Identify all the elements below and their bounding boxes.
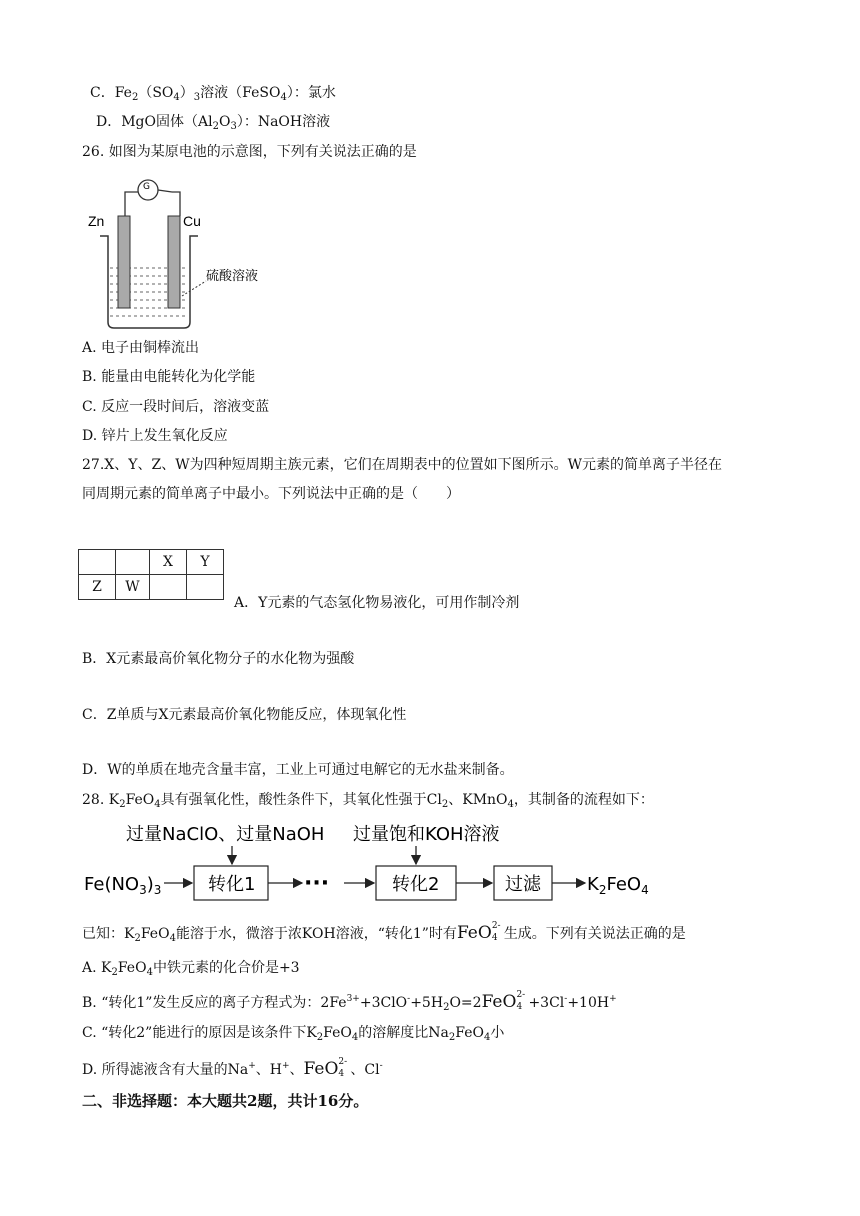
box-conversion-2: 转化2 — [392, 874, 440, 895]
reagent-1: 过量NaClO、过量NaOH — [126, 824, 325, 845]
q27-stem-line1: 27.X、Y、Z、W为四种短周期主族元素，它们在周期表中的位置如下图所示。W元素的简单离子半径在 — [82, 457, 722, 473]
solution-label: 硫酸溶液 — [206, 269, 259, 284]
svg-text:G: G — [143, 182, 150, 192]
zn-label: Zn — [88, 213, 105, 229]
q28-known: 已知：$K_2FeO_4$能溶于水，微溶于浓KOH溶液，“转化1”时有FeO 2- 4 生成。下列有关说法正确的是 — [82, 921, 686, 944]
periodic-table-fragment — [78, 549, 224, 600]
table-cell — [187, 575, 224, 600]
q26-stem: 26. 如图为某原电池的示意图，下列有关说法正确的是 — [82, 144, 417, 160]
section-heading-nonchoice: 二、非选择题：本大题共2题，共计16分。 — [82, 1092, 369, 1110]
q26-option-c: C. 反应一段时间后，溶液变蓝 — [82, 399, 270, 415]
table-cell: X — [150, 550, 187, 575]
q28-option-b: B. “转化1”发生反应的离子方程式为：$2Fe^{3+}+3ClO^-+5H_2O=2FeO$ 2- 4 +3Cl-+10H+ — [82, 990, 617, 1013]
q27-option-a: A．Y元素的气态氢化物易液化，可用作制冷剂 — [234, 595, 520, 611]
q26-option-b: B. 能量由电能转化为化学能 — [82, 369, 256, 385]
table-cell: W — [116, 575, 150, 600]
box-conversion-1: 转化1 — [208, 874, 256, 895]
galvanic-cell-diagram — [82, 176, 272, 336]
q27-option-d: D．W的单质在地壳含量丰富，工业上可通过电解它的无水盐来制备。 — [82, 762, 514, 778]
q27-option-c: C．Z单质与X元素最高价氧化物能反应，体现氧化性 — [82, 707, 407, 723]
cu-label: Cu — [183, 213, 201, 229]
table-cell: Y — [187, 550, 224, 575]
table-cell: Z — [79, 575, 116, 600]
product: $K_2FeO_4$ — [587, 874, 649, 897]
preparation-flowchart — [82, 818, 682, 908]
start-material: $Fe(NO_3)_3$ — [84, 874, 162, 897]
q28-option-d: D. 所得滤液含有大量的Na+、H+、FeO 2- 4 、Cl- — [82, 1057, 383, 1079]
table-cell — [150, 575, 187, 600]
q25-option-c: C．$Fe_2(SO_4)_3$溶液（FeSO$_4$）：氯水 — [90, 85, 336, 103]
q28-stem: 28. $K_2FeO_4$具有强氧化性，酸性条件下，其氧化性强于$Cl_2$、KMnO$_4$，其制备的流程如下： — [82, 792, 654, 810]
box-filtration: 过滤 — [505, 874, 541, 895]
q26-option-d: D. 锌片上发生氧化反应 — [82, 428, 228, 444]
q27-option-b: B．X元素最高价氧化物分子的水化物为强酸 — [82, 651, 355, 667]
table-cell — [116, 550, 150, 575]
q26-option-a: A. 电子由铜棒流出 — [82, 340, 200, 356]
q28-option-c: C. “转化2”能进行的原因是该条件下$K_2FeO_4$的溶解度比$Na_2FeO_4$小 — [82, 1025, 505, 1043]
q25-option-d: D．MgO固体$(Al_2O_3)$：NaOH溶液 — [96, 114, 331, 132]
flow-dots: ··· — [304, 871, 330, 896]
q28-option-a: A. $K_2FeO_4$中铁元素的化合价是+3 — [82, 960, 300, 978]
table-cell — [79, 550, 116, 575]
reagent-2: 过量饱和KOH溶液 — [353, 824, 500, 845]
q27-stem-line2: 同周期元素的简单离子中最小。下列说法中正确的是（ ） — [82, 486, 460, 502]
